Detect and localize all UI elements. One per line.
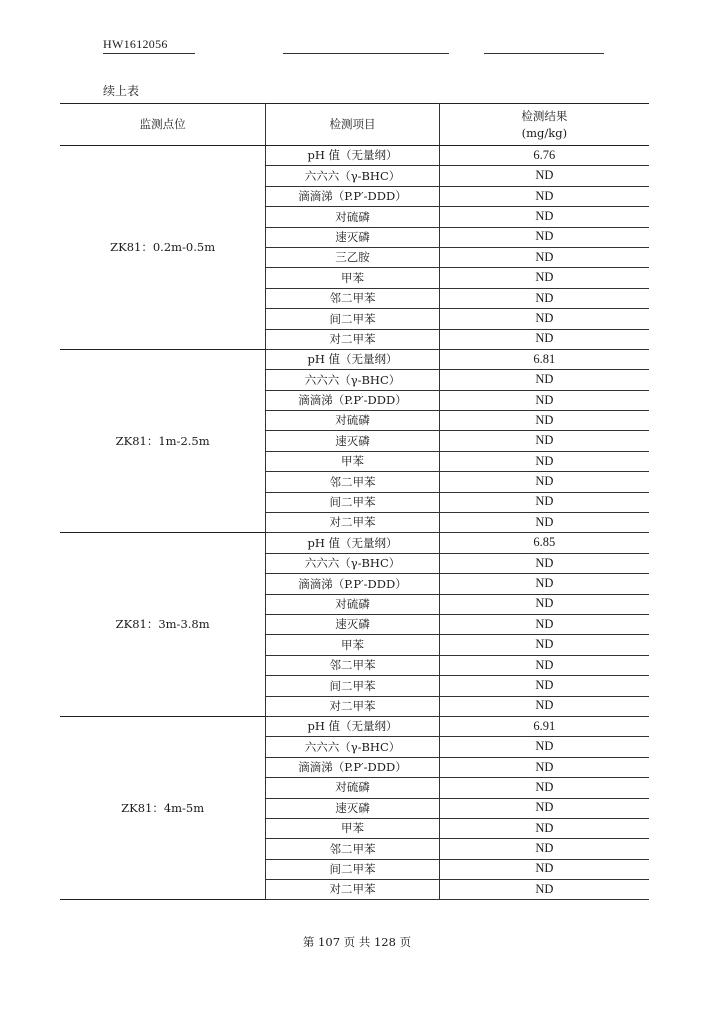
sample-group [60,716,649,900]
test-result: 6.85 [439,533,649,553]
sampling-location: ZK81：0.2m-0.5m [60,146,266,350]
test-result: ND [439,818,649,838]
test-item: 滴滴涕（P.P′-DDD） [266,574,439,594]
test-result: 6.91 [439,716,649,736]
test-item: 对硫磷 [266,778,439,798]
test-item: 间二甲苯 [266,859,439,879]
test-result: ND [439,655,649,675]
test-item: 对二甲苯 [266,513,439,533]
sample-group [60,146,649,350]
test-item: 对硫磷 [266,207,439,227]
test-item: 对硫磷 [266,594,439,614]
document-id: HW1612056 [103,37,168,51]
test-item: 邻二甲苯 [266,288,439,308]
sample-group [60,533,649,717]
test-result: ND [439,207,649,227]
test-result: ND [439,513,649,533]
test-result: ND [439,186,649,206]
test-item: pH 值（无量纲） [266,349,439,369]
test-result: ND [439,370,649,390]
column-header-item: 检测项目 [266,104,439,146]
table-row [60,533,649,553]
test-item: 对硫磷 [266,411,439,431]
test-result: ND [439,390,649,410]
test-item: 对二甲苯 [266,329,439,349]
column-header-result-unit: (mg/kg) [521,125,568,140]
results-table [60,103,649,900]
test-result: ND [439,288,649,308]
test-result: ND [439,696,649,716]
header-rule-3 [484,53,604,54]
table-header-row [60,104,649,146]
column-header-location: 监测点位 [60,104,266,146]
test-item: pH 值（无量纲） [266,146,439,166]
test-result: ND [439,247,649,267]
test-result: ND [439,635,649,655]
test-item: 间二甲苯 [266,676,439,696]
sampling-location: ZK81：4m-5m [60,716,266,900]
test-result: ND [439,798,649,818]
test-item: 滴滴涕（P.P′-DDD） [266,757,439,777]
test-item: 间二甲苯 [266,309,439,329]
test-result: ND [439,839,649,859]
header-rule-2 [283,53,449,54]
test-result: ND [439,492,649,512]
test-result: ND [439,411,649,431]
table-row [60,349,649,369]
test-result: 6.76 [439,146,649,166]
column-header-result [439,104,649,146]
test-result: ND [439,268,649,288]
sample-group [60,349,649,533]
test-item: 甲苯 [266,268,439,288]
test-item: 邻二甲苯 [266,472,439,492]
test-result: ND [439,472,649,492]
test-item: 速灭磷 [266,431,439,451]
test-result: 6.81 [439,349,649,369]
test-result: ND [439,614,649,634]
test-item: 甲苯 [266,451,439,471]
test-item: 速灭磷 [266,798,439,818]
test-item: 三乙胺 [266,247,439,267]
test-item: 甲苯 [266,818,439,838]
test-item: pH 值（无量纲） [266,533,439,553]
continued-table-label: 续上表 [103,84,140,98]
test-result: ND [439,594,649,614]
test-item: 间二甲苯 [266,492,439,512]
test-result: ND [439,676,649,696]
test-result: ND [439,574,649,594]
test-result: ND [439,553,649,573]
test-item: 六六六（γ-BHC） [266,553,439,573]
test-result: ND [439,778,649,798]
test-result: ND [439,859,649,879]
test-result: ND [439,309,649,329]
test-item: 邻二甲苯 [266,839,439,859]
test-item: 甲苯 [266,635,439,655]
column-header-result-title: 检测结果 [521,108,568,123]
test-result: ND [439,737,649,757]
test-result: ND [439,757,649,777]
page-number: 第 107 页 共 128 页 [302,935,412,949]
header-rule-1 [103,53,195,54]
test-result: ND [439,329,649,349]
test-item: 六六六（γ-BHC） [266,166,439,186]
test-item: 滴滴涕（P.P′-DDD） [266,390,439,410]
test-item: 对二甲苯 [266,696,439,716]
test-result: ND [439,451,649,471]
test-item: pH 值（无量纲） [266,716,439,736]
test-item: 六六六（γ-BHC） [266,370,439,390]
test-result: ND [439,880,649,900]
table-row [60,146,649,166]
test-item: 对二甲苯 [266,880,439,900]
test-item: 六六六（γ-BHC） [266,737,439,757]
test-result: ND [439,166,649,186]
sampling-location: ZK81：1m-2.5m [60,349,266,533]
test-result: ND [439,227,649,247]
sampling-location: ZK81：3m-3.8m [60,533,266,717]
test-result: ND [439,431,649,451]
test-item: 速灭磷 [266,614,439,634]
test-item: 速灭磷 [266,227,439,247]
test-item: 邻二甲苯 [266,655,439,675]
test-item: 滴滴涕（P.P′-DDD） [266,186,439,206]
table-row [60,716,649,736]
